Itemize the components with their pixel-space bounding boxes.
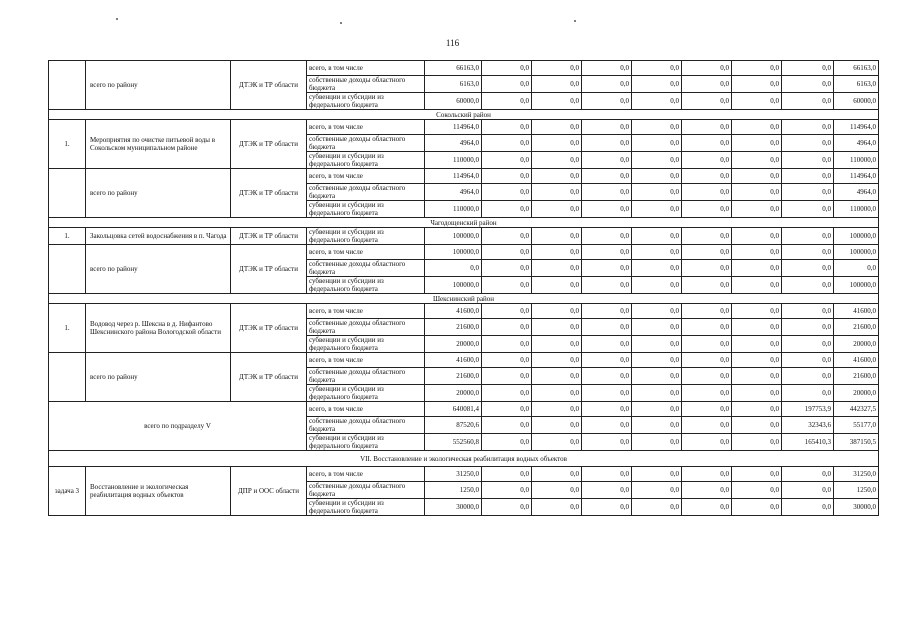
funding-source: субвенции и субсидии из федерального бюджета: [307, 499, 425, 516]
value-cell-v4: 0,0: [632, 353, 682, 368]
value-cell-v6: 0,0: [732, 76, 782, 93]
value-cell-v4: 0,0: [632, 169, 682, 184]
value-cell-v1: 0,0: [482, 201, 532, 218]
value-cell-v5: 0,0: [682, 434, 732, 451]
value-cell-v4: 0,0: [632, 152, 682, 169]
value-cell-total: 41600,0: [425, 304, 482, 319]
funding-source: субвенции и субсидии из федерального бюджета: [307, 93, 425, 110]
value-cell-v6: 0,0: [732, 135, 782, 152]
table-row: [49, 304, 879, 319]
value-cell-total: 21600,0: [425, 319, 482, 336]
value-cell-v4: 0,0: [632, 76, 682, 93]
value-cell-total: 30000,0: [425, 499, 482, 516]
item-number: [49, 245, 86, 294]
value-cell-sum: 0,0: [834, 260, 879, 277]
value-cell-v1: 0,0: [482, 417, 532, 434]
value-cell-sum: 110000,0: [834, 152, 879, 169]
value-cell-v3: 0,0: [582, 467, 632, 482]
value-cell-v2: 0,0: [532, 152, 582, 169]
item-number: 1.: [49, 228, 86, 245]
value-cell-v6: 0,0: [732, 304, 782, 319]
value-cell-v3: 0,0: [582, 61, 632, 76]
funding-source: субвенции и субсидии из федерального бюджета: [307, 228, 425, 245]
value-cell-v5: 0,0: [682, 201, 732, 218]
value-cell-v2: 0,0: [532, 434, 582, 451]
value-cell-total: 20000,0: [425, 385, 482, 402]
value-cell-v7: 0,0: [782, 61, 834, 76]
funding-source: всего, в том числе: [307, 304, 425, 319]
value-cell-v3: 0,0: [582, 93, 632, 110]
value-cell-total: 20000,0: [425, 336, 482, 353]
funding-source: собственные доходы областного бюджета: [307, 260, 425, 277]
value-cell-total: 66163,0: [425, 61, 482, 76]
value-cell-v1: 0,0: [482, 260, 532, 277]
value-cell-v1: 0,0: [482, 228, 532, 245]
value-cell-v5: 0,0: [682, 228, 732, 245]
value-cell-v4: 0,0: [632, 319, 682, 336]
value-cell-v4: 0,0: [632, 120, 682, 135]
value-cell-v7: 0,0: [782, 120, 834, 135]
value-cell-v1: 0,0: [482, 152, 532, 169]
value-cell-v6: 0,0: [732, 482, 782, 499]
value-cell-v7: 0,0: [782, 169, 834, 184]
value-cell-v4: 0,0: [632, 277, 682, 294]
value-cell-v3: 0,0: [582, 152, 632, 169]
value-cell-v3: 0,0: [582, 368, 632, 385]
value-cell-v7: 0,0: [782, 135, 834, 152]
value-cell-v1: 0,0: [482, 169, 532, 184]
value-cell-v2: 0,0: [532, 93, 582, 110]
value-cell-total: 87520,6: [425, 417, 482, 434]
value-cell-v2: 0,0: [532, 385, 582, 402]
value-cell-v7: 0,0: [782, 152, 834, 169]
value-cell-v1: 0,0: [482, 385, 532, 402]
value-cell-sum: 114964,0: [834, 169, 879, 184]
value-cell-v4: 0,0: [632, 201, 682, 218]
value-cell-v7: 0,0: [782, 353, 834, 368]
value-cell-total: 4964,0: [425, 135, 482, 152]
table-row: [49, 402, 879, 417]
item-name: всего по району: [86, 169, 231, 218]
value-cell-v6: 0,0: [732, 201, 782, 218]
value-cell-sum: 20000,0: [834, 336, 879, 353]
value-cell-sum: 21600,0: [834, 368, 879, 385]
value-cell-v6: 0,0: [732, 120, 782, 135]
funding-source: субвенции и субсидии из федерального бюджета: [307, 152, 425, 169]
value-cell-v5: 0,0: [682, 336, 732, 353]
value-cell-v1: 0,0: [482, 368, 532, 385]
value-cell-v2: 0,0: [532, 169, 582, 184]
value-cell-v7: 0,0: [782, 201, 834, 218]
value-cell-total: 60000,0: [425, 93, 482, 110]
value-cell-total: 21600,0: [425, 368, 482, 385]
funding-source: собственные доходы областного бюджета: [307, 184, 425, 201]
value-cell-total: 6163,0: [425, 76, 482, 93]
value-cell-sum: 110000,0: [834, 201, 879, 218]
value-cell-v4: 0,0: [632, 304, 682, 319]
value-cell-total: 110000,0: [425, 152, 482, 169]
value-cell-v6: 0,0: [732, 368, 782, 385]
value-cell-v6: 0,0: [732, 499, 782, 516]
value-cell-v1: 0,0: [482, 319, 532, 336]
value-cell-v1: 0,0: [482, 304, 532, 319]
value-cell-v2: 0,0: [532, 353, 582, 368]
section-title: VII. Восстановление и экологическая реабилитация водных объектов: [49, 451, 879, 467]
value-cell-v7: 0,0: [782, 482, 834, 499]
value-cell-v4: 0,0: [632, 93, 682, 110]
funding-source: всего, в том числе: [307, 120, 425, 135]
table-row: [49, 353, 879, 368]
value-cell-v1: 0,0: [482, 336, 532, 353]
value-cell-v5: 0,0: [682, 482, 732, 499]
value-cell-v5: 0,0: [682, 76, 732, 93]
funding-source: всего, в том числе: [307, 467, 425, 482]
value-cell-v5: 0,0: [682, 319, 732, 336]
value-cell-v3: 0,0: [582, 184, 632, 201]
value-cell-v6: 0,0: [732, 277, 782, 294]
value-cell-v1: 0,0: [482, 61, 532, 76]
item-number: задача 3: [49, 467, 86, 516]
value-cell-v3: 0,0: [582, 417, 632, 434]
value-cell-v4: 0,0: [632, 228, 682, 245]
value-cell-sum: 4964,0: [834, 135, 879, 152]
value-cell-total: 100000,0: [425, 277, 482, 294]
table-row: [49, 61, 879, 76]
district-title: Чагодощенский район: [49, 218, 879, 228]
scan-speck: [340, 22, 342, 24]
district-title: Сокольский район: [49, 110, 879, 120]
value-cell-sum: 4964,0: [834, 184, 879, 201]
value-cell-v5: 0,0: [682, 120, 732, 135]
value-cell-total: 114964,0: [425, 169, 482, 184]
district-title: Шекснинский район: [49, 294, 879, 304]
value-cell-sum: 114964,0: [834, 120, 879, 135]
value-cell-v6: 0,0: [732, 93, 782, 110]
district-header-row: [49, 110, 879, 120]
value-cell-v6: 0,0: [732, 184, 782, 201]
funding-source: субвенции и субсидии из федерального бюджета: [307, 277, 425, 294]
value-cell-v5: 0,0: [682, 417, 732, 434]
value-cell-total: 41600,0: [425, 353, 482, 368]
value-cell-sum: 41600,0: [834, 353, 879, 368]
value-cell-v7: 0,0: [782, 368, 834, 385]
value-cell-v7: 0,0: [782, 277, 834, 294]
value-cell-total: 640081,4: [425, 402, 482, 417]
value-cell-v7: 165410,3: [782, 434, 834, 451]
value-cell-v3: 0,0: [582, 277, 632, 294]
funding-source: собственные доходы областного бюджета: [307, 368, 425, 385]
funding-source: всего, в том числе: [307, 353, 425, 368]
value-cell-v3: 0,0: [582, 482, 632, 499]
value-cell-v4: 0,0: [632, 482, 682, 499]
value-cell-sum: 20000,0: [834, 385, 879, 402]
item-number: 1.: [49, 120, 86, 169]
value-cell-v5: 0,0: [682, 368, 732, 385]
responsible-org: ДТЭК и ТР области: [231, 304, 307, 353]
table-row: [49, 467, 879, 482]
value-cell-v5: 0,0: [682, 135, 732, 152]
value-cell-v6: 0,0: [732, 169, 782, 184]
value-cell-v2: 0,0: [532, 336, 582, 353]
value-cell-sum: 55177,0: [834, 417, 879, 434]
value-cell-v3: 0,0: [582, 245, 632, 260]
value-cell-v2: 0,0: [532, 120, 582, 135]
responsible-org: ДТЭК и ТР области: [231, 353, 307, 402]
value-cell-v7: 0,0: [782, 184, 834, 201]
value-cell-v2: 0,0: [532, 304, 582, 319]
value-cell-total: 100000,0: [425, 245, 482, 260]
funding-source: субвенции и субсидии из федерального бюджета: [307, 434, 425, 451]
value-cell-v1: 0,0: [482, 120, 532, 135]
value-cell-v3: 0,0: [582, 402, 632, 417]
value-cell-v1: 0,0: [482, 277, 532, 294]
value-cell-v6: 0,0: [732, 228, 782, 245]
value-cell-v5: 0,0: [682, 277, 732, 294]
value-cell-v2: 0,0: [532, 368, 582, 385]
value-cell-v3: 0,0: [582, 201, 632, 218]
value-cell-sum: 60000,0: [834, 93, 879, 110]
value-cell-v5: 0,0: [682, 61, 732, 76]
funding-source: субвенции и субсидии из федерального бюджета: [307, 201, 425, 218]
value-cell-v2: 0,0: [532, 76, 582, 93]
value-cell-sum: 100000,0: [834, 228, 879, 245]
value-cell-v1: 0,0: [482, 184, 532, 201]
value-cell-v7: 0,0: [782, 319, 834, 336]
value-cell-v2: 0,0: [532, 245, 582, 260]
value-cell-v7: 0,0: [782, 93, 834, 110]
value-cell-v5: 0,0: [682, 467, 732, 482]
value-cell-sum: 100000,0: [834, 245, 879, 260]
value-cell-v2: 0,0: [532, 135, 582, 152]
table-row: [49, 169, 879, 184]
value-cell-v2: 0,0: [532, 467, 582, 482]
value-cell-sum: 30000,0: [834, 499, 879, 516]
value-cell-v6: 0,0: [732, 152, 782, 169]
value-cell-v3: 0,0: [582, 336, 632, 353]
value-cell-v7: 0,0: [782, 228, 834, 245]
value-cell-v4: 0,0: [632, 135, 682, 152]
district-header-row: [49, 294, 879, 304]
value-cell-v7: 32343,6: [782, 417, 834, 434]
value-cell-v5: 0,0: [682, 402, 732, 417]
value-cell-v6: 0,0: [732, 336, 782, 353]
value-cell-v6: 0,0: [732, 353, 782, 368]
responsible-org: ДТЭК и ТР области: [231, 61, 307, 110]
value-cell-v6: 0,0: [732, 61, 782, 76]
section-header-row: [49, 451, 879, 467]
value-cell-v1: 0,0: [482, 499, 532, 516]
value-cell-sum: 387150,5: [834, 434, 879, 451]
value-cell-v2: 0,0: [532, 499, 582, 516]
value-cell-v2: 0,0: [532, 184, 582, 201]
value-cell-v6: 0,0: [732, 467, 782, 482]
responsible-org: ДТЭК и ТР области: [231, 169, 307, 218]
value-cell-v4: 0,0: [632, 402, 682, 417]
funding-source: субвенции и субсидии из федерального бюджета: [307, 336, 425, 353]
item-number: [49, 169, 86, 218]
value-cell-v3: 0,0: [582, 353, 632, 368]
value-cell-v3: 0,0: [582, 228, 632, 245]
value-cell-v1: 0,0: [482, 482, 532, 499]
value-cell-sum: 100000,0: [834, 277, 879, 294]
value-cell-v5: 0,0: [682, 152, 732, 169]
value-cell-v3: 0,0: [582, 169, 632, 184]
value-cell-sum: 31250,0: [834, 467, 879, 482]
value-cell-v2: 0,0: [532, 201, 582, 218]
value-cell-v1: 0,0: [482, 434, 532, 451]
value-cell-total: 110000,0: [425, 201, 482, 218]
value-cell-v3: 0,0: [582, 76, 632, 93]
table-row: [49, 245, 879, 260]
item-number: [49, 353, 86, 402]
value-cell-total: 100000,0: [425, 228, 482, 245]
table-row: [49, 120, 879, 135]
district-header-row: [49, 218, 879, 228]
scan-speck: [574, 20, 576, 22]
value-cell-v7: 0,0: [782, 499, 834, 516]
value-cell-v6: 0,0: [732, 245, 782, 260]
value-cell-v7: 0,0: [782, 336, 834, 353]
value-cell-v3: 0,0: [582, 304, 632, 319]
value-cell-v1: 0,0: [482, 93, 532, 110]
page-number: 116: [445, 38, 460, 48]
value-cell-v4: 0,0: [632, 336, 682, 353]
value-cell-v4: 0,0: [632, 61, 682, 76]
value-cell-sum: 442327,5: [834, 402, 879, 417]
item-name: Закольцовка сетей водоснабжения в п. Чагода: [86, 228, 231, 245]
value-cell-sum: 21600,0: [834, 319, 879, 336]
funding-source: собственные доходы областного бюджета: [307, 76, 425, 93]
funding-source: собственные доходы областного бюджета: [307, 319, 425, 336]
value-cell-v3: 0,0: [582, 135, 632, 152]
value-cell-v2: 0,0: [532, 260, 582, 277]
value-cell-v4: 0,0: [632, 434, 682, 451]
value-cell-sum: 66163,0: [834, 61, 879, 76]
item-number: [49, 61, 86, 110]
value-cell-v5: 0,0: [682, 169, 732, 184]
value-cell-v5: 0,0: [682, 260, 732, 277]
value-cell-v6: 0,0: [732, 260, 782, 277]
value-cell-v2: 0,0: [532, 482, 582, 499]
value-cell-v4: 0,0: [632, 385, 682, 402]
value-cell-v4: 0,0: [632, 467, 682, 482]
value-cell-v6: 0,0: [732, 434, 782, 451]
value-cell-sum: 41600,0: [834, 304, 879, 319]
value-cell-v4: 0,0: [632, 260, 682, 277]
value-cell-total: 552560,8: [425, 434, 482, 451]
value-cell-total: 1250,0: [425, 482, 482, 499]
item-name: Мероприятия по очистке питьевой воды в Сокольском муниципальном районе: [86, 120, 231, 169]
value-cell-v3: 0,0: [582, 434, 632, 451]
value-cell-v7: 0,0: [782, 245, 834, 260]
value-cell-sum: 6163,0: [834, 76, 879, 93]
value-cell-v2: 0,0: [532, 61, 582, 76]
value-cell-v5: 0,0: [682, 385, 732, 402]
value-cell-v3: 0,0: [582, 260, 632, 277]
value-cell-v3: 0,0: [582, 120, 632, 135]
item-name: всего по району: [86, 61, 231, 110]
value-cell-v7: 0,0: [782, 304, 834, 319]
value-cell-sum: 1250,0: [834, 482, 879, 499]
item-name: Восстановление и экологическая реабилитация водных объектов: [86, 467, 231, 516]
funding-source: всего, в том числе: [307, 61, 425, 76]
responsible-org: ДПР и ООС области: [231, 467, 307, 516]
value-cell-v2: 0,0: [532, 277, 582, 294]
value-cell-v3: 0,0: [582, 385, 632, 402]
value-cell-v4: 0,0: [632, 368, 682, 385]
value-cell-v1: 0,0: [482, 76, 532, 93]
item-number: 1.: [49, 304, 86, 353]
responsible-org: ДТЭК и ТР области: [231, 245, 307, 294]
value-cell-total: 114964,0: [425, 120, 482, 135]
funding-source: субвенции и субсидии из федерального бюджета: [307, 385, 425, 402]
value-cell-v5: 0,0: [682, 184, 732, 201]
value-cell-v6: 0,0: [732, 385, 782, 402]
funding-source: собственные доходы областного бюджета: [307, 482, 425, 499]
value-cell-v5: 0,0: [682, 93, 732, 110]
value-cell-total: 4964,0: [425, 184, 482, 201]
funding-source: собственные доходы областного бюджета: [307, 135, 425, 152]
value-cell-v1: 0,0: [482, 135, 532, 152]
funding-source: собственные доходы областного бюджета: [307, 417, 425, 434]
value-cell-v1: 0,0: [482, 467, 532, 482]
value-cell-v2: 0,0: [532, 319, 582, 336]
responsible-org: ДТЭК и ТР области: [231, 228, 307, 245]
funding-source: всего, в том числе: [307, 245, 425, 260]
value-cell-v7: 0,0: [782, 76, 834, 93]
value-cell-v3: 0,0: [582, 319, 632, 336]
value-cell-v5: 0,0: [682, 353, 732, 368]
value-cell-v6: 0,0: [732, 417, 782, 434]
value-cell-v5: 0,0: [682, 499, 732, 516]
value-cell-v4: 0,0: [632, 499, 682, 516]
funding-source: всего, в том числе: [307, 402, 425, 417]
value-cell-total: 31250,0: [425, 467, 482, 482]
item-name: Водовод через р. Шексна в д. Нифантово Шекснинского района Вологодской области: [86, 304, 231, 353]
value-cell-v7: 0,0: [782, 260, 834, 277]
value-cell-v1: 0,0: [482, 245, 532, 260]
funding-source: всего, в том числе: [307, 169, 425, 184]
value-cell-v4: 0,0: [632, 184, 682, 201]
value-cell-v7: 0,0: [782, 467, 834, 482]
value-cell-v4: 0,0: [632, 245, 682, 260]
table-row: [49, 228, 879, 245]
value-cell-v1: 0,0: [482, 353, 532, 368]
value-cell-v7: 197753,9: [782, 402, 834, 417]
value-cell-v3: 0,0: [582, 499, 632, 516]
item-name: всего по району: [86, 353, 231, 402]
budget-table: [48, 60, 879, 516]
value-cell-total: 0,0: [425, 260, 482, 277]
responsible-org: ДТЭК и ТР области: [231, 120, 307, 169]
value-cell-v2: 0,0: [532, 417, 582, 434]
item-name: всего по району: [86, 245, 231, 294]
value-cell-v2: 0,0: [532, 228, 582, 245]
subtotal-label: всего по подразделу V: [49, 402, 307, 451]
value-cell-v6: 0,0: [732, 319, 782, 336]
value-cell-v5: 0,0: [682, 245, 732, 260]
value-cell-v5: 0,0: [682, 304, 732, 319]
value-cell-v7: 0,0: [782, 385, 834, 402]
value-cell-v2: 0,0: [532, 402, 582, 417]
value-cell-v1: 0,0: [482, 402, 532, 417]
value-cell-v4: 0,0: [632, 417, 682, 434]
value-cell-v6: 0,0: [732, 402, 782, 417]
scan-speck: [116, 18, 118, 20]
